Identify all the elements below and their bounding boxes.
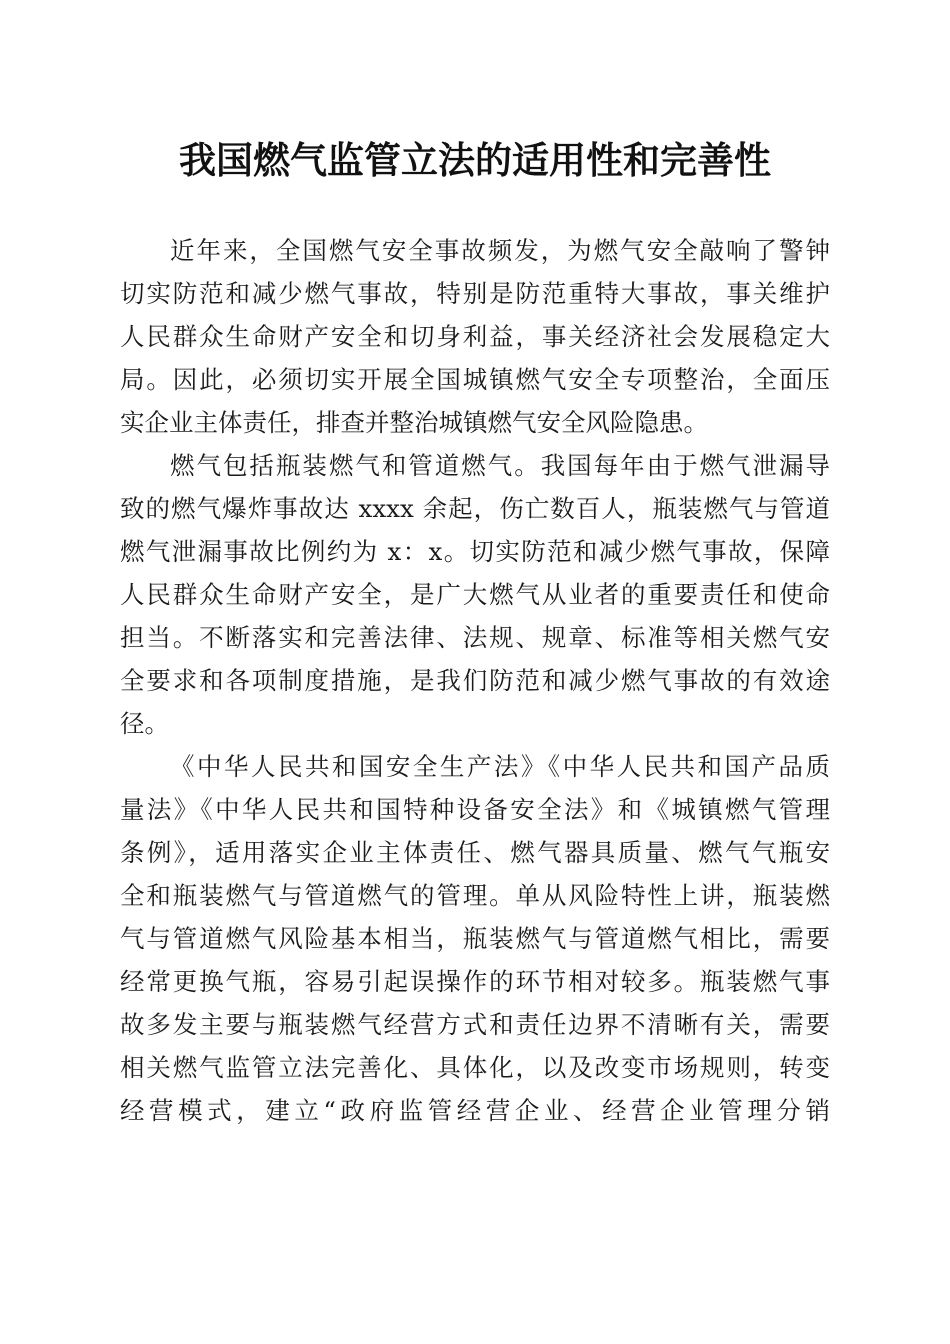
text-line: 《中华人民共和国安全生产法》《中华人民共和国产品质 [170, 752, 830, 781]
text-line: 量法》《中华人民共和国特种设备安全法》和《城镇燃气管理 [120, 795, 830, 824]
text-line: 局。因此，必须切实开展全国城镇燃气安全专项整治，全面压 [120, 365, 830, 394]
text-line: 经营模式，建立“政府监管经营企业、经营企业管理分销 [120, 1096, 830, 1125]
document-title: 我国燃气监管立法的适用性和完善性 [179, 138, 771, 182]
text-line: 实企业主体责任，排查并整治城镇燃气安全风险隐患。 [120, 408, 708, 437]
text-line: 燃气包括瓶装燃气和管道燃气。我国每年由于燃气泄漏导 [170, 451, 830, 480]
text-line: 担当。不断落实和完善法律、法规、规章、标准等相关燃气安 [120, 623, 830, 652]
text-line: 故多发主要与瓶装燃气经营方式和责任边界不清晰有关，需要 [120, 1010, 830, 1039]
text-line: 气与管道燃气风险基本相当，瓶装燃气与管道燃气相比，需要 [120, 924, 830, 953]
text-line: 切实防范和减少燃气事故，特别是防范重特大事故，事关维护 [120, 279, 830, 308]
paragraph-2 [120, 444, 830, 745]
text-line: 经常更换气瓶，容易引起误操作的环节相对较多。瓶装燃气事 [120, 967, 830, 996]
text-line: 致的燃气爆炸事故达 xxxx 余起，伤亡数百人，瓶装燃气与管道 [120, 494, 830, 523]
document-body [120, 229, 830, 1132]
text-line: 近年来，全国燃气安全事故频发，为燃气安全敲响了警钟 [170, 236, 830, 265]
text-line: 人民群众生命财产安全，是广大燃气从业者的重要责任和使命 [120, 580, 830, 609]
text-line: 径。 [120, 709, 169, 738]
text-line: 相关燃气监管立法完善化、具体化，以及改变市场规则，转变 [120, 1053, 830, 1082]
text-line: 人民群众生命财产安全和切身利益，事关经济社会发展稳定大 [120, 322, 830, 351]
text-line: 全和瓶装燃气与管道燃气的管理。单从风险特性上讲，瓶装燃 [120, 881, 830, 910]
paragraph-1 [120, 229, 830, 444]
text-line: 全要求和各项制度措施，是我们防范和减少燃气事故的有效途 [120, 666, 830, 695]
text-line: 燃气泄漏事故比例约为 x：x。切实防范和减少燃气事故，保障 [120, 537, 830, 566]
text-line: 条例》，适用落实企业主体责任、燃气器具质量、燃气气瓶安 [120, 838, 830, 867]
paragraph-3 [120, 745, 830, 1132]
